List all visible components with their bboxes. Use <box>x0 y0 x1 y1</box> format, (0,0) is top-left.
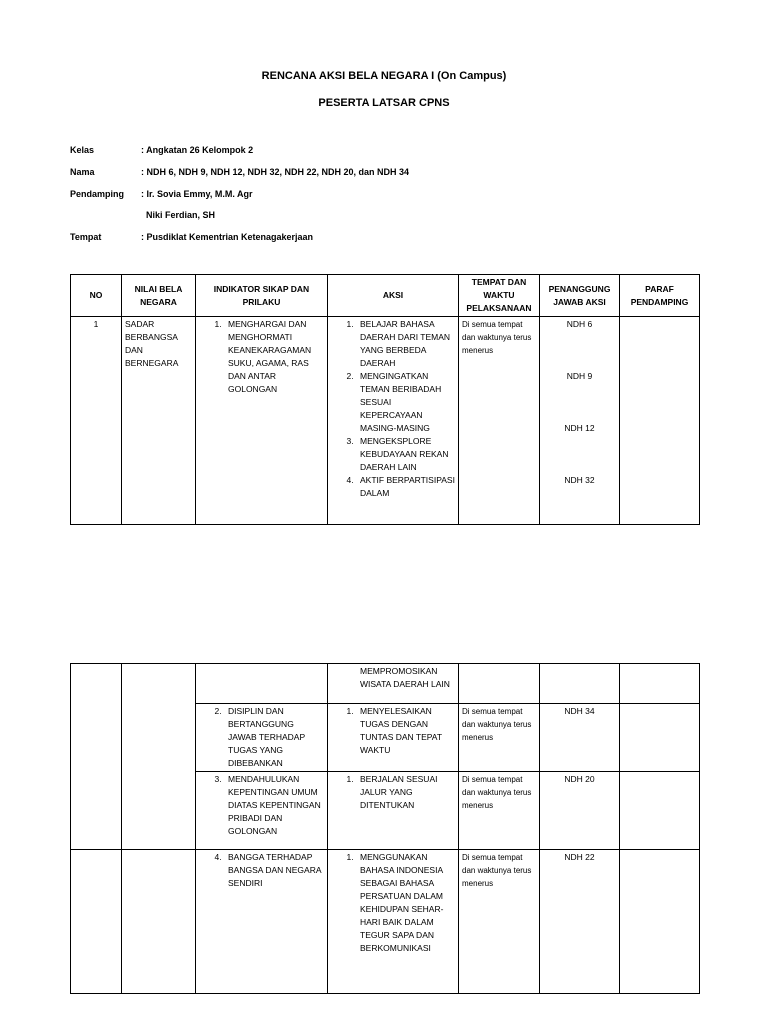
cell-aksi <box>328 317 459 525</box>
cell-indikator <box>196 850 328 994</box>
list-item: 3. MENDAHULUKAN KEPENTINGAN UMUM DIATAS KEPENTINGAN PRIBADI DAN GOLONGAN <box>224 773 324 838</box>
cell-nilai <box>122 664 196 850</box>
cell-tempat: Di semua tempat dan waktunya terus menerus <box>459 772 540 850</box>
cell-nilai <box>122 850 196 994</box>
cell-aksi <box>328 850 459 994</box>
header-tempat: TEMPAT DAN WAKTU PELAKSANAAN <box>459 275 540 317</box>
list-item: 2. MENGINGATKAN TEMAN BERIBADAH SESUAI KEPERCAYAAN MASING-MASING <box>356 370 455 435</box>
action-plan-table-continued <box>70 663 700 994</box>
cell-tempat: Di semua tempat dan waktunya terus menerus <box>459 850 540 994</box>
cell-tempat: Di semua tempat dan waktunya terus menerus <box>459 704 540 772</box>
cell-paraf <box>620 772 700 850</box>
page-subtitle: PESERTA LATSAR CPNS <box>318 97 450 109</box>
cell-no <box>71 664 122 850</box>
cell-aksi <box>328 772 459 850</box>
pj-label: NDH 32 <box>564 475 595 485</box>
table-row <box>71 850 700 994</box>
list-item: 3. MENGEKSPLORE KEBUDAYAAN REKAN DAERAH LAIN <box>356 435 455 474</box>
list-item: 1. BELAJAR BAHASA DAERAH DARI TEMAN YANG BERBEDA DAERAH <box>356 318 455 370</box>
pendamping-value: : Ir. Sovia Emmy, M.M. Agr <box>141 189 253 199</box>
cell-indikator <box>196 317 328 525</box>
cell-penanggung <box>540 664 620 704</box>
cell-penanggung: NDH 20 <box>540 772 620 850</box>
pj-label: NDH 9 <box>566 371 593 381</box>
cell-paraf <box>620 664 700 704</box>
cell-indikator <box>196 704 328 772</box>
list-item: 4. AKTIF BERPARTISIPASI DALAM <box>356 474 455 500</box>
table-row <box>71 317 700 525</box>
cell-penanggung <box>540 317 620 525</box>
kelas-label: Kelas <box>70 145 95 155</box>
list-item: 2. DISIPLIN DAN BERTANGGUNG JAWAB TERHADAP TUGAS YANG DIBEBANKAN <box>224 705 324 770</box>
page-title: RENCANA AKSI BELA NEGARA I (On Campus) <box>261 70 507 82</box>
cell-paraf <box>620 704 700 772</box>
table-row <box>71 664 700 704</box>
nama-value: : NDH 6, NDH 9, NDH 12, NDH 32, NDH 22, NDH 20, dan NDH 34 <box>141 167 410 177</box>
header-nilai: NILAI BELA NEGARA <box>122 275 196 317</box>
pj-label: NDH 6 <box>566 319 593 329</box>
header-aksi: AKSI <box>328 275 459 317</box>
list-item: 1. BERJALAN SESUAI JALUR YANG DITENTUKAN <box>356 773 455 812</box>
header-paraf: PARAF PENDAMPING <box>620 275 700 317</box>
cell-penanggung: NDH 34 <box>540 704 620 772</box>
action-plan-table <box>70 274 700 525</box>
list-item: 1. MENYELESAIKAN TUGAS DENGAN TUNTAS DAN TEPAT WAKTU <box>356 705 455 757</box>
cell-indikator <box>196 772 328 850</box>
tempat-value: : Pusdiklat Kementrian Ketenagakerjaan <box>141 232 314 242</box>
pendamping-label: Pendamping <box>70 189 125 199</box>
kelas-value: : Angkatan 26 Kelompok 2 <box>141 145 254 155</box>
cell-no: 1 <box>71 317 122 525</box>
cell-no <box>71 850 122 994</box>
nama-label: Nama <box>70 167 95 177</box>
table-header-row <box>71 275 700 317</box>
aksi-continued: MEMPROMOSIKAN WISATA DAERAH LAIN <box>360 666 450 689</box>
cell-penanggung: NDH 22 <box>540 850 620 994</box>
cell-aksi <box>328 704 459 772</box>
header-penanggung: PENANGGUNG JAWAB AKSI <box>540 275 620 317</box>
cell-paraf <box>620 850 700 994</box>
tempat-label: Tempat <box>70 232 102 242</box>
header-no: NO <box>71 275 122 317</box>
list-item: 4. BANGGA TERHADAP BANGSA DAN NEGARA SENDIRI <box>224 851 324 890</box>
cell-nilai: SADAR BERBANGSA DAN BERNEGARA <box>122 317 196 525</box>
pj-label: NDH 12 <box>564 423 595 433</box>
cell-tempat <box>459 664 540 704</box>
list-item: 1. MENGHARGAI DAN MENGHORMATI KEANEKARAGAMAN SUKU, AGAMA, RAS DAN ANTAR GOLONGAN <box>224 318 324 396</box>
pendamping-value-2: Niki Ferdian, SH <box>146 210 216 220</box>
cell-tempat: Di semua tempat dan waktunya terus menerus <box>459 317 540 525</box>
cell-indikator <box>196 664 328 704</box>
header-indikator: INDIKATOR SIKAP DAN PRILAKU <box>196 275 328 317</box>
cell-paraf <box>620 317 700 525</box>
cell-aksi <box>328 664 459 704</box>
list-item: 1. MENGGUNAKAN BAHASA INDONESIA SEBAGAI BAHASA PERSATUAN DALAM KEHIDUPAN SEHAR-HARI BAIK DALAM TEGUR SAPA DAN BERKOMUNIKASI <box>356 851 455 955</box>
